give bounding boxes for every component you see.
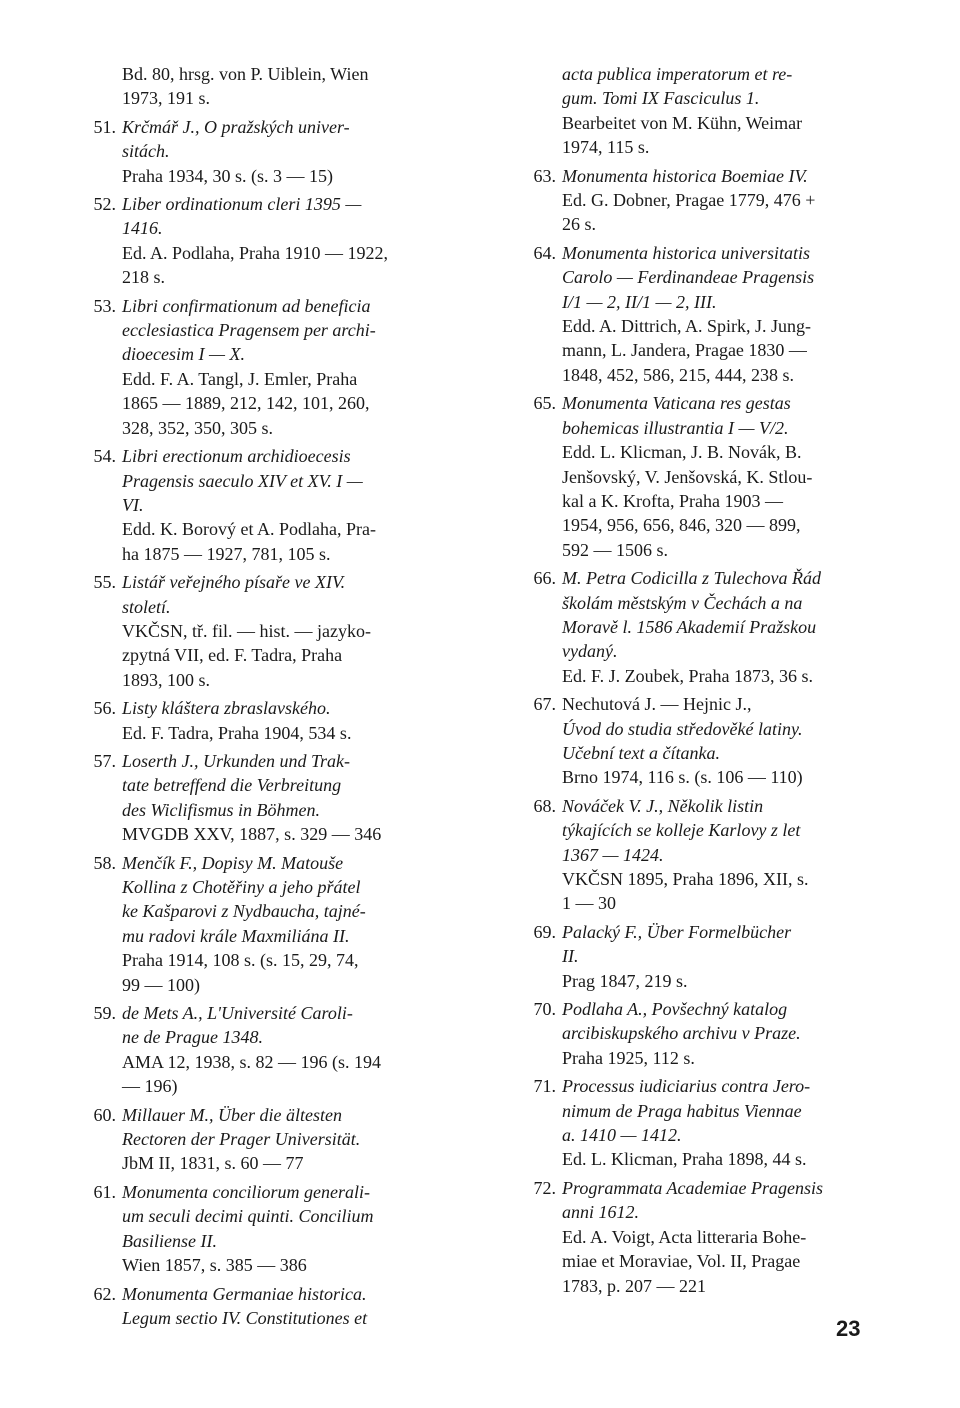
entry-line: zpytná VII, ed. F. Tadra, Praha bbox=[122, 645, 343, 666]
entry-line: Edd. F. A. Tangl, J. Emler, Praha bbox=[122, 368, 358, 389]
entry-line: dioecesim I — X. bbox=[122, 344, 245, 365]
entry-line: Edd. L. Klicman, J. B. Novák, B. bbox=[562, 442, 802, 463]
left-column bbox=[76, 62, 476, 1334]
bibliography-entry bbox=[516, 62, 916, 160]
entry-line: Legum sectio IV. Constitutiones et bbox=[122, 1307, 368, 1328]
entry-line: století. bbox=[122, 596, 171, 617]
bibliography-entry bbox=[76, 294, 476, 440]
bibliography-entry bbox=[76, 749, 476, 847]
entry-line: Ed. F. J. Zoubek, Praha 1873, 36 s. bbox=[562, 665, 814, 686]
entry-line: um seculi decimi quinti. Concilium bbox=[122, 1206, 374, 1227]
entry-number: 61. bbox=[93, 1181, 116, 1202]
bibliography-entry bbox=[76, 851, 476, 997]
entry-line: miae et Moraviae, Vol. II, Pragae bbox=[562, 1251, 801, 1272]
entry-line: Loserth J., Urkunden und Trak- bbox=[122, 750, 350, 771]
entry-line: Učební text a čítanka. bbox=[562, 742, 720, 763]
entry-line: nimum de Praga habitus Viennae bbox=[562, 1100, 802, 1121]
entry-number: 72. bbox=[533, 1177, 556, 1198]
entry-line: Ed. L. Klicman, Praha 1898, 44 s. bbox=[562, 1149, 807, 1170]
entry-line: M. Petra Codicilla z Tulechova Řád bbox=[562, 568, 821, 589]
entry-number: 56. bbox=[93, 698, 116, 719]
entry-line: gum. Tomi IX Fasciculus 1. bbox=[562, 88, 760, 109]
entry-line: týkajících se kolleje Karlovy z let bbox=[562, 820, 801, 841]
entry-line: acta publica imperatorum et re- bbox=[562, 64, 793, 84]
entry-line: II. bbox=[562, 946, 579, 967]
entry-line: Monumenta Germaniae historica. bbox=[122, 1283, 367, 1304]
entry-line: Rectoren der Prager Universität. bbox=[122, 1129, 361, 1150]
entry-line: mann, L. Jandera, Pragae 1830 — bbox=[562, 340, 807, 361]
entry-line: Praha 1934, 30 s. (s. 3 — 15) bbox=[122, 165, 333, 186]
entry-number: 60. bbox=[93, 1104, 116, 1125]
bibliography-entry bbox=[516, 1176, 916, 1298]
entry-line: de Mets A., L'Université Caroli- bbox=[122, 1003, 353, 1024]
entry-line: Menčík F., Dopisy M. Matouše bbox=[122, 852, 344, 873]
entry-line: Palacký F., Über Formelbücher bbox=[562, 921, 792, 942]
bibliography-entry bbox=[516, 1074, 916, 1172]
entry-line: 1865 — 1889, 212, 142, 101, 260, bbox=[122, 393, 370, 414]
entry-number: 52. bbox=[93, 194, 116, 215]
entry-line: 592 — 1506 s. bbox=[562, 539, 669, 560]
entry-line: VI. bbox=[122, 494, 144, 515]
entry-line: Listář veřejného písaře ve XIV. bbox=[122, 572, 346, 593]
entry-number: 64. bbox=[533, 242, 556, 263]
entry-line: des Wiclifismus in Böhmen. bbox=[122, 799, 320, 820]
entry-number: 70. bbox=[533, 999, 556, 1020]
entry-line: Monumenta historica universitatis bbox=[562, 242, 810, 263]
bibliography-entry bbox=[516, 566, 916, 688]
entry-line: mu radovi krále Maxmiliána II. bbox=[122, 925, 350, 946]
bibliography-entry bbox=[76, 192, 476, 290]
entry-line: Wien 1857, s. 385 — 386 bbox=[122, 1255, 307, 1276]
entry-line: 1783, p. 207 — 221 bbox=[562, 1275, 706, 1296]
entry-line: Brno 1974, 116 s. (s. 106 — 110) bbox=[562, 767, 803, 788]
entry-line: Bd. 80, hrsg. von P. Uiblein, Wien bbox=[122, 64, 369, 84]
entry-line: 1 — 30 bbox=[562, 893, 616, 914]
entry-line: Ed. A. Voigt, Acta litteraria Bohe- bbox=[562, 1226, 807, 1247]
bibliography-entry bbox=[76, 1180, 476, 1278]
entry-line: Ed. G. Dobner, Pragae 1779, 476 + bbox=[562, 190, 816, 211]
entry-line: MVGDB XXV, 1887, s. 329 — 346 bbox=[122, 824, 382, 845]
entry-line: 1848, 452, 586, 215, 444, 238 s. bbox=[562, 364, 795, 385]
entry-line: 1367 — 1424. bbox=[562, 844, 664, 865]
entry-line: a. 1410 — 1412. bbox=[562, 1125, 682, 1146]
bibliography-entry bbox=[76, 696, 476, 745]
entry-line: Úvod do studia středověké latiny. bbox=[562, 718, 803, 739]
entry-line: arcibiskupského archivu v Praze. bbox=[562, 1023, 801, 1044]
bibliography-entry bbox=[76, 62, 476, 111]
entry-line: VKČSN 1895, Praha 1896, XII, s. bbox=[562, 869, 809, 889]
entry-line: VKČSN, tř. fil. — hist. — jazyko- bbox=[122, 620, 371, 641]
entry-line: Programmata Academiae Pragensis bbox=[562, 1177, 823, 1198]
entry-line: Pragensis saeculo XIV et XV. I — bbox=[122, 470, 363, 491]
bibliography-entry bbox=[516, 794, 916, 916]
entry-number: 63. bbox=[533, 165, 556, 186]
page-number: 23 bbox=[836, 1316, 861, 1341]
entry-line: 218 s. bbox=[122, 267, 166, 288]
entry-line: kal a K. Krofta, Praha 1903 — bbox=[562, 490, 783, 511]
entry-line: 1893, 100 s. bbox=[122, 669, 211, 690]
entry-number: 71. bbox=[533, 1076, 556, 1097]
entry-line: Bearbeitet von M. Kühn, Weimar bbox=[562, 112, 803, 133]
entry-line: Basiliense II. bbox=[122, 1230, 217, 1251]
bibliography-entry bbox=[76, 570, 476, 692]
entry-line: Processus iudiciarius contra Jero- bbox=[562, 1076, 811, 1097]
entry-number: 57. bbox=[93, 750, 116, 771]
entry-line: Moravě l. 1586 Akademií Pražskou bbox=[562, 616, 817, 637]
entry-line: Edd. K. Borový et A. Podlaha, Pra- bbox=[122, 519, 376, 540]
bibliography-entry bbox=[516, 164, 916, 237]
entry-line: Monumenta conciliorum generali- bbox=[122, 1181, 370, 1202]
entry-line: tate betreffend die Verbreitung bbox=[122, 775, 342, 796]
entry-line: Libri erectionum archidioecesis bbox=[122, 446, 351, 467]
entry-line: Jenšovský, V. Jenšovská, K. Stlou- bbox=[562, 466, 813, 487]
entry-number: 67. bbox=[533, 694, 556, 715]
entry-line: Libri confirmationum ad beneficia bbox=[122, 295, 371, 316]
bibliography-entry bbox=[516, 920, 916, 993]
entry-line: ke Kašparovi z Nydbaucha, tajné- bbox=[122, 901, 366, 922]
bibliography-entry bbox=[76, 115, 476, 188]
entry-number: 69. bbox=[533, 921, 556, 942]
entry-number: 53. bbox=[93, 295, 116, 316]
bibliography-entry bbox=[76, 444, 476, 566]
entry-line: Nováček V. J., Několik listin bbox=[562, 795, 764, 816]
entry-line: 1974, 115 s. bbox=[562, 137, 650, 158]
entry-line: ha 1875 — 1927, 781, 105 s. bbox=[122, 543, 331, 564]
bibliography-entry bbox=[516, 241, 916, 387]
entry-line: Monumenta Vaticana res gestas bbox=[562, 393, 791, 414]
entry-line: vydaný. bbox=[562, 641, 618, 662]
entry-number: 66. bbox=[533, 568, 556, 589]
entry-line: Edd. A. Dittrich, A. Spirk, J. Jung- bbox=[562, 316, 812, 337]
entry-line: Nechutová J. — Hejnic J., bbox=[562, 694, 752, 715]
entry-line: AMA 12, 1938, s. 82 — 196 (s. 194 bbox=[122, 1051, 382, 1072]
entry-number: 65. bbox=[533, 393, 556, 414]
bibliography-entry bbox=[76, 1282, 476, 1331]
right-column bbox=[516, 62, 916, 1302]
entry-line: 328, 352, 350, 305 s. bbox=[122, 417, 274, 438]
entry-line: Praha 1914, 108 s. (s. 15, 29, 74, bbox=[122, 950, 359, 971]
entry-line: školám městským v Čechách a na bbox=[562, 592, 803, 613]
entry-line: bohemicas illustrantia I — V/2. bbox=[562, 417, 789, 438]
entry-number: 59. bbox=[93, 1003, 116, 1024]
entry-line: 1416. bbox=[122, 218, 163, 239]
entry-line: Kollina z Chotěřiny a jeho přátel bbox=[122, 877, 361, 897]
entry-number: 55. bbox=[93, 572, 116, 593]
entry-line: Listy kláštera zbraslavského. bbox=[122, 698, 331, 719]
entry-line: Krčmář J., O pražských univer- bbox=[122, 116, 350, 137]
entry-line: Podlaha A., Povšechný katalog bbox=[562, 999, 788, 1020]
entry-number: 54. bbox=[93, 446, 116, 467]
entry-line: ecclesiastica Pragensem per archi- bbox=[122, 320, 376, 341]
entry-number: 51. bbox=[93, 116, 116, 137]
entry-line: Liber ordinationum cleri 1395 — bbox=[122, 194, 362, 215]
bibliography-entry bbox=[76, 1001, 476, 1099]
entry-line: Millauer M., Über die ältesten bbox=[122, 1104, 342, 1125]
bibliography-entry bbox=[516, 997, 916, 1070]
entry-line: I/1 — 2, II/1 — 2, III. bbox=[562, 291, 717, 312]
entry-line: 99 — 100) bbox=[122, 974, 200, 995]
entry-line: JbM II, 1831, s. 60 — 77 bbox=[122, 1153, 304, 1174]
bibliography-entry bbox=[516, 692, 916, 790]
entry-line: 1973, 191 s. bbox=[122, 88, 211, 109]
entry-number: 68. bbox=[533, 795, 556, 816]
entry-line: Ed. A. Podlaha, Praha 1910 — 1922, bbox=[122, 242, 388, 263]
entry-number: 62. bbox=[93, 1283, 116, 1304]
entry-line: Praha 1925, 112 s. bbox=[562, 1047, 695, 1068]
entry-line: 26 s. bbox=[562, 214, 597, 235]
entry-number: 58. bbox=[93, 852, 116, 873]
entry-line: sitách. bbox=[122, 141, 170, 162]
bibliography-entry bbox=[76, 1103, 476, 1176]
bibliography-entry bbox=[516, 391, 916, 562]
entry-line: — 196) bbox=[122, 1076, 178, 1097]
entry-line: Ed. F. Tadra, Praha 1904, 534 s. bbox=[122, 722, 352, 743]
entry-line: anni 1612. bbox=[562, 1202, 640, 1223]
entry-line: 1954, 956, 656, 846, 320 — 899, bbox=[562, 515, 801, 536]
entry-line: Prag 1847, 219 s. bbox=[562, 970, 688, 991]
entry-line: Carolo — Ferdinandeae Pragensis bbox=[562, 267, 815, 288]
entry-line: Monumenta historica Boemiae IV. bbox=[562, 165, 808, 186]
entry-line: ne de Prague 1348. bbox=[122, 1027, 263, 1048]
